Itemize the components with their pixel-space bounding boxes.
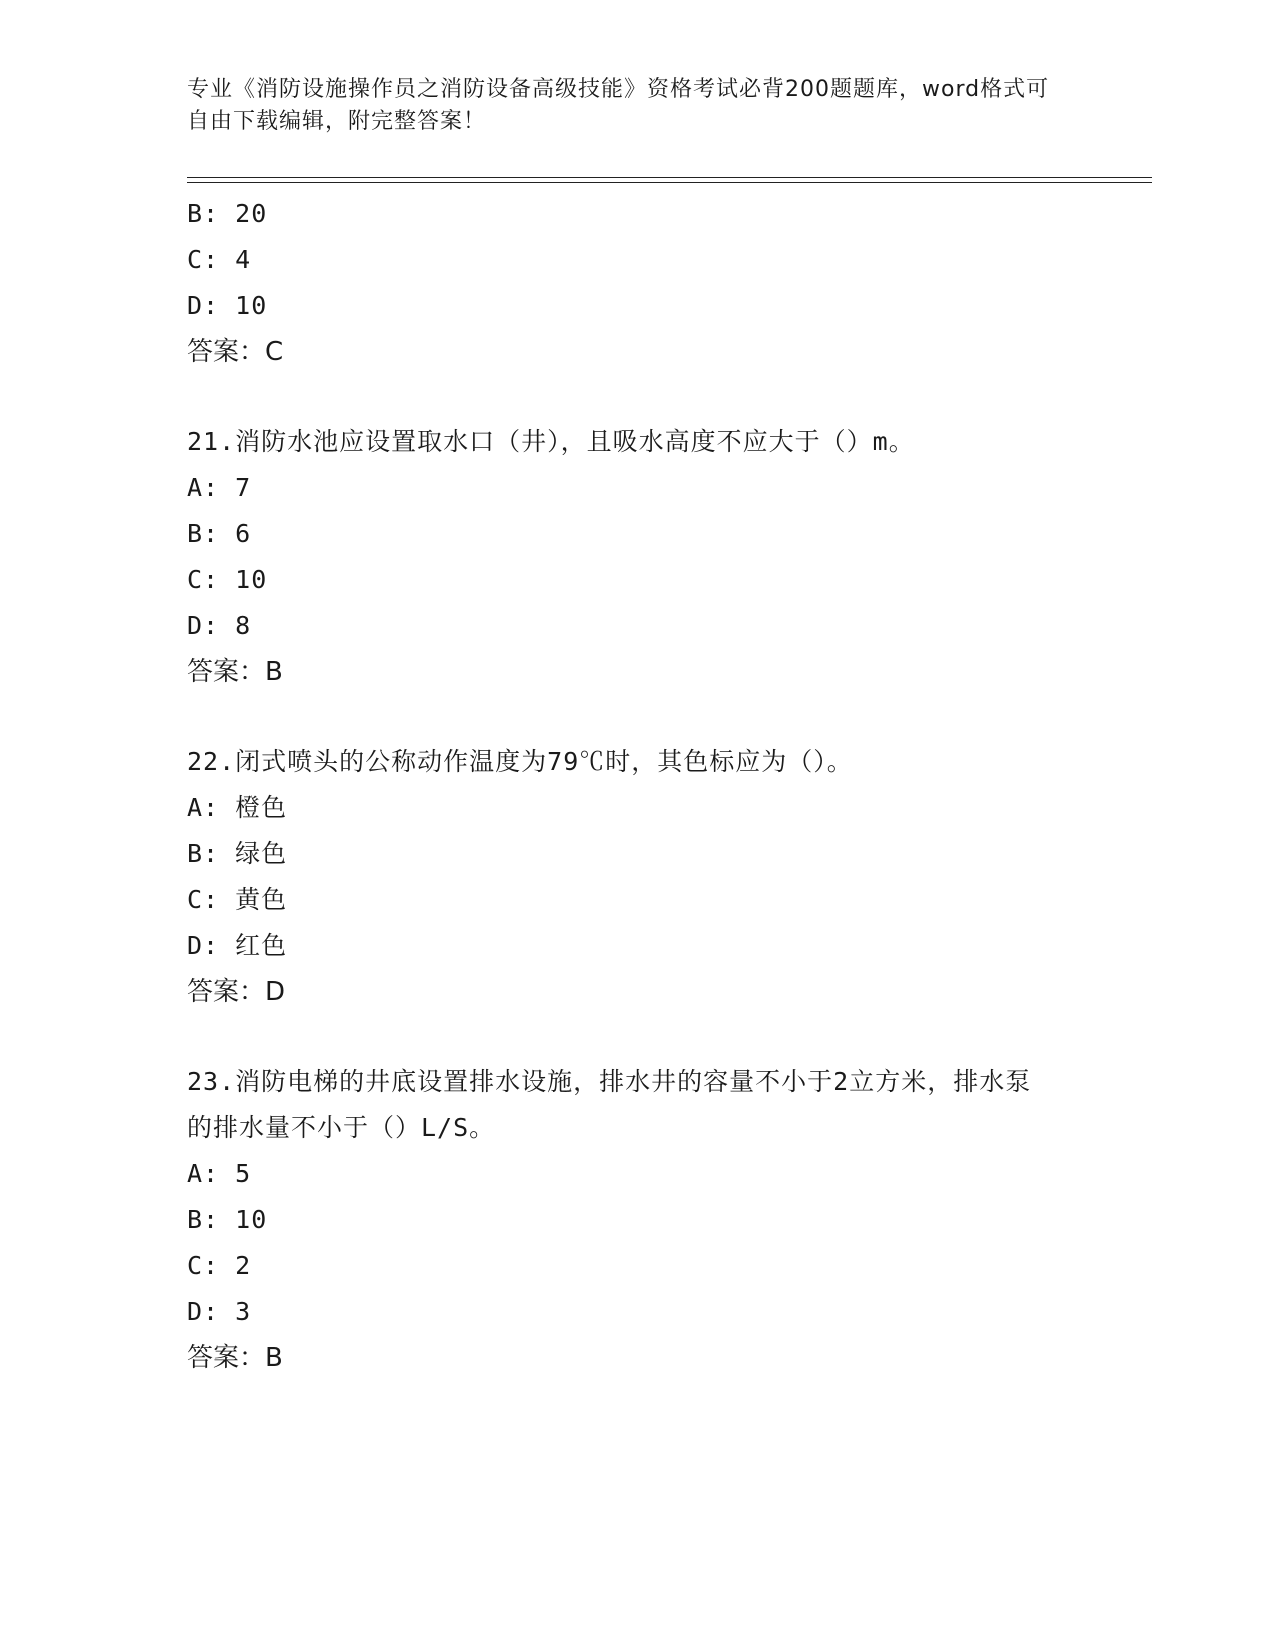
answer-line: 答案：B — [187, 657, 283, 687]
option-d: D: 10 — [187, 291, 268, 320]
option-a: A: 7 — [187, 473, 252, 502]
question-text: 21.消防水池应设置取水口（井），且吸水高度不应大于（）m。 — [187, 427, 915, 456]
option-b: B: 20 — [187, 199, 268, 228]
header-divider-bottom — [187, 182, 1152, 183]
option-a: A: 5 — [187, 1159, 252, 1188]
header-divider-top — [187, 177, 1152, 178]
option-d: D: 红色 — [187, 931, 288, 960]
question-text: 22.闭式喷头的公称动作温度为79℃时，其色标应为（）。 — [187, 747, 853, 776]
option-c: C: 10 — [187, 565, 268, 594]
question-block-23 — [187, 1059, 1087, 1381]
option-c: C: 2 — [187, 1251, 252, 1280]
question-block-21 — [187, 419, 1087, 695]
document-header — [187, 74, 1067, 138]
option-c: C: 4 — [187, 245, 252, 274]
spacer — [187, 695, 1087, 739]
answer-line: 答案：B — [187, 1343, 283, 1373]
option-c: C: 黄色 — [187, 885, 288, 914]
option-d: D: 3 — [187, 1297, 252, 1326]
question-block-20 — [187, 191, 1087, 375]
question-text: 23.消防电梯的井底设置排水设施，排水井的容量不小于2立方米，排水泵的排水量不小于（）L/S。 — [187, 1067, 1032, 1142]
document-body — [187, 191, 1087, 1381]
answer-line: 答案：C — [187, 337, 284, 367]
spacer — [187, 375, 1087, 419]
option-b: B: 10 — [187, 1205, 268, 1234]
option-d: D: 8 — [187, 611, 252, 640]
answer-line: 答案：D — [187, 977, 286, 1007]
option-b: B: 6 — [187, 519, 252, 548]
option-b: B: 绿色 — [187, 839, 288, 868]
document-title: 专业《消防设施操作员之消防设备高级技能》资格考试必背200题题库，word格式可自由下载编辑，附完整答案！ — [187, 77, 1050, 134]
option-a: A: 橙色 — [187, 793, 288, 822]
question-block-22 — [187, 739, 1087, 1015]
spacer — [187, 1015, 1087, 1059]
